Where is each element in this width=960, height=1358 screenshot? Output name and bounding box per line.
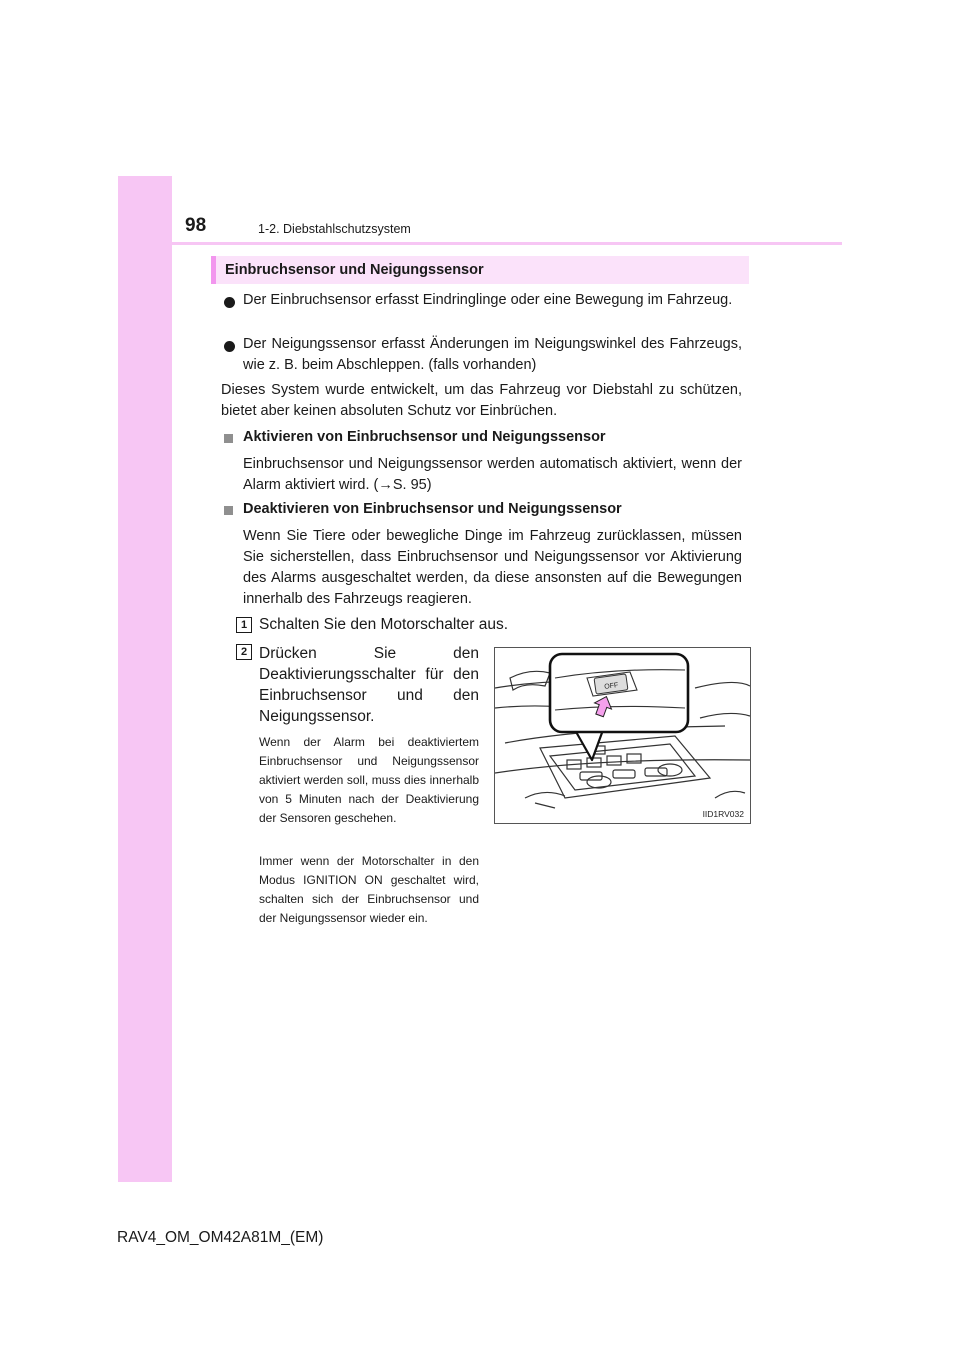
square-bullet-icon	[224, 506, 233, 515]
sidebar-tab	[118, 176, 172, 1182]
step-text: Schalten Sie den Motorschalter aus.	[259, 616, 508, 633]
footer-code: RAV4_OM_OM42A81M_(EM)	[117, 1229, 324, 1246]
page-number: 98	[185, 215, 207, 236]
step-number-box: 2	[236, 644, 252, 660]
step-number-box: 1	[236, 617, 252, 633]
subheading-deactivate: Deaktivieren von Einbruchsensor und Neigungssensor	[243, 501, 622, 517]
bullet-text: Der Einbruchsensor erfasst Eindringlinge oder eine Bewegung im Fahrzeug.	[243, 292, 733, 308]
section-accent	[211, 256, 216, 284]
note-text: Wenn der Alarm bei deaktiviertem Einbruchsensor und Neigungssensor aktiviert werden soll, muss dies innerhalb von 5 Minuten nach der Deaktivierung der Sensoren geschehen.	[259, 735, 479, 825]
illustration-overhead-console	[494, 647, 751, 824]
bullet-text: Der Neigungssensor erfasst Änderungen im Neigungswinkel des Fahrzeugs, wie z. B. beim Abschleppen. (falls vorhanden)	[243, 336, 742, 373]
figure-code: IID1RV032	[702, 809, 744, 819]
section-header	[211, 256, 749, 284]
chapter-title: 1-2. Diebstahlschutzsystem	[258, 222, 411, 236]
bullet-dot-icon	[224, 341, 235, 352]
button-label: OFF	[603, 682, 619, 691]
header-rule	[118, 242, 842, 245]
note-text: Immer wenn der Motorschalter in den Modus IGNITION ON geschaltet wird, schalten sich der Einbruchsensor und der Neigungssensor wieder ein.	[259, 854, 479, 925]
step-text: Drücken Sie den Deaktivierungsschalter für den Einbruchsensor und den Neigungssensor.	[259, 645, 479, 725]
bullet-dot-icon	[224, 297, 235, 308]
section-title: Einbruchsensor und Neigungssensor	[225, 262, 484, 278]
subheading-activate: Aktivieren von Einbruchsensor und Neigungssensor	[243, 429, 606, 445]
activate-text: Einbruchsensor und Neigungssensor werden automatisch aktiviert, wenn der Alarm aktiviert wird. (→S. 95)	[243, 456, 742, 493]
square-bullet-icon	[224, 434, 233, 443]
deactivate-text: Wenn Sie Tiere oder bewegliche Dinge im Fahrzeug zurücklassen, müssen Sie sicherstellen, dass Einbruchsensor und Neigungssensor vor Aktivierung des Alarms ausgeschaltet werden, da diese ansonsten auf die Bewegungen innerhalb des Fahrzeugs reagieren.	[243, 528, 742, 607]
intro-paragraph: Dieses System wurde entwickelt, um das Fahrzeug vor Diebstahl zu schützen, bietet aber keinen absoluten Schutz vor Einbrüchen.	[221, 382, 742, 419]
console-drawing	[495, 648, 750, 823]
